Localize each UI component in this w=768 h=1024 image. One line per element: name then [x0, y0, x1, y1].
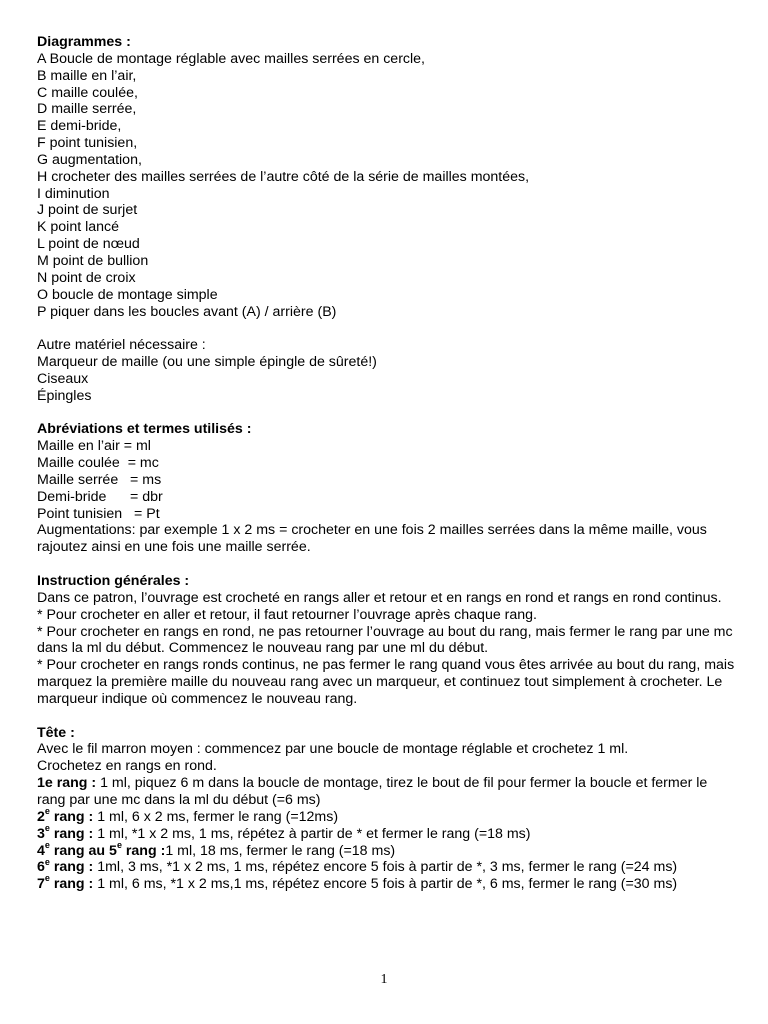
list-item: * Pour crocheter en rangs en rond, ne pas retourner l’ouvrage au bout du rang, mais fermer le rang par une mc dans la ml du début. Commencez le nouveau rang par une ml du début.: [37, 623, 733, 657]
list-item: H crocheter des mailles serrées de l’autre côté de la série de mailles montées,: [37, 168, 530, 185]
general-heading: Instruction générales :: [37, 573, 190, 589]
list-item: F point tunisien,: [37, 135, 138, 152]
abbreviations-heading: Abréviations et termes utilisés :: [37, 421, 252, 438]
list-item: G augmentation,: [37, 151, 142, 168]
list-item: M point de bullion: [37, 252, 149, 269]
augmentations-paragraph: Augmentations: par exemple 1 x 2 ms = crocheter en une fois 2 mailles serrées dans la même maille, vous rajoutez ainsi en une fois une maille serrée.: [37, 522, 707, 556]
list-item: B maille en l’air,: [37, 67, 137, 84]
list-item: Maille en l’air = ml: [37, 438, 151, 455]
list-item: Maille coulée = mc: [37, 455, 159, 472]
diagrams-heading: Diagrammes :: [37, 34, 131, 50]
list-item: Épingles: [37, 387, 92, 404]
head-heading: Tête :: [37, 724, 75, 741]
list-item: N point de croix: [37, 269, 136, 286]
spacer: [37, 405, 737, 422]
diagrams-list: [37, 51, 737, 321]
list-item: K point lancé: [37, 219, 120, 236]
row-2: 2e rang : 1 ml, 6 x 2 ms, fermer le rang (=12ms): [37, 806, 339, 825]
row-1: 1e rang : 1 ml, piquez 6 m dans la boucle de montage, tirez le bout de fil pour fermer la boucle et fermer le rang par une mc dans la ml du début (=6 ms): [37, 775, 708, 808]
general-intro: Dans ce patron, l’ouvrage est crocheté en rangs aller et retour et en rangs en rond et rangs en rond continus.: [37, 589, 722, 606]
list-item: Maille serrée = ms: [37, 471, 162, 488]
document-page: [37, 34, 737, 893]
list-item: O boucle de montage simple: [37, 286, 218, 303]
materials-heading: Autre matériel nécessaire :: [37, 337, 206, 354]
head-intro: Avec le fil marron moyen : commencez par une boucle de montage réglable et crochetez 1 ml.: [37, 741, 629, 758]
list-item: I diminution: [37, 185, 110, 202]
list-item: D maille serrée,: [37, 101, 137, 118]
list-item: * Pour crocheter en aller et retour, il faut retourner l’ouvrage après chaque rang.: [37, 606, 537, 623]
list-item: E demi-bride,: [37, 118, 122, 135]
list-item: * Pour crocheter en rangs ronds continus, ne pas fermer le rang quand vous êtes arrivée au bout du rang, mais marquez la première maille du nouveau rang avec un marqueur, et continuez tout simplement à crocheter. Le marqueur indique où commencez le nouveau rang.: [37, 657, 735, 707]
row-6: 6e rang : 1ml, 3 ms, *1 x 2 ms, 1 ms, répétez encore 5 fois à partir de *, 3 ms, fermer le rang (=24 ms): [37, 856, 678, 876]
list-item: P piquer dans les boucles avant (A) / arrière (B): [37, 303, 337, 320]
list-item: A Boucle de montage réglable avec mailles serrées en cercle,: [37, 50, 426, 67]
row-3: 3e rang : 1 ml, *1 x 2 ms, 1 ms, répétez à partir de * et fermer le rang (=18 ms): [37, 822, 531, 842]
list-item: Point tunisien = Pt: [37, 505, 160, 522]
spacer: [37, 708, 737, 725]
row-7: 7e rang : 1 ml, 6 ms, *1 x 2 ms,1 ms, répétez encore 5 fois à partir de *, 6 ms, fermer le rang (=30 ms): [37, 873, 678, 893]
list-item: L point de nœud: [37, 236, 140, 253]
list-item: Marqueur de maille (ou une simple épingle de sûreté!): [37, 354, 377, 371]
page-number: 1: [380, 972, 388, 987]
spacer: [37, 320, 737, 337]
list-item: Demi-bride = dbr: [37, 488, 163, 505]
list-item: Ciseaux: [37, 370, 89, 387]
head-intro-2: Crochetez en rangs en rond.: [37, 758, 217, 775]
row-4-5: 4e rang au 5e rang :1 ml, 18 ms, fermer le rang (=18 ms): [37, 839, 396, 859]
spacer: [37, 556, 737, 573]
list-item: J point de surjet: [37, 202, 138, 219]
list-item: C maille coulée,: [37, 84, 138, 101]
